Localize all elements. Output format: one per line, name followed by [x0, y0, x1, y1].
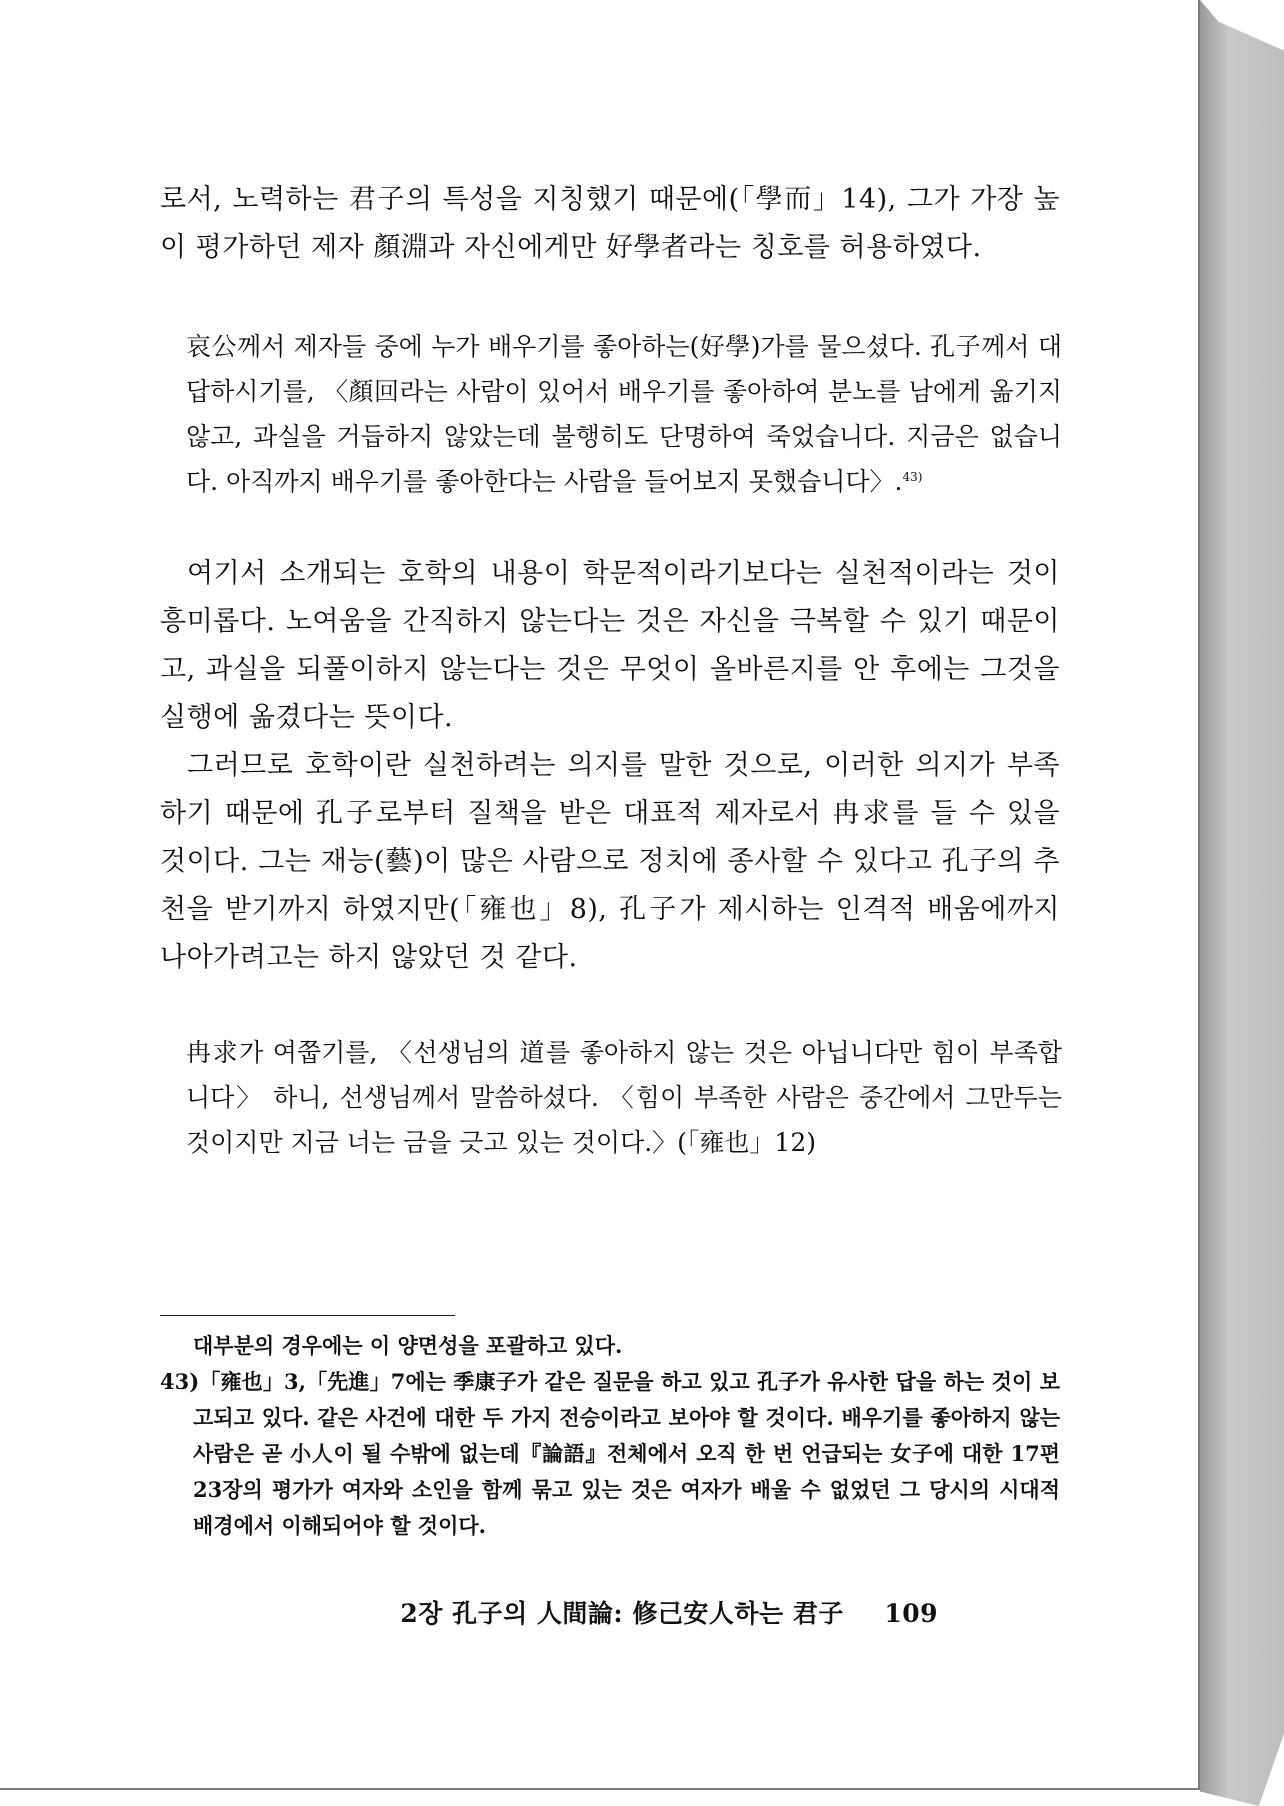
quote-1-text: 哀公께서 제자들 중에 누가 배우기를 좋아하는(好學)가를 물으셨다. 孔子께서 대답하시기를, 〈顏回라는 사람이 있어서 배우기를 좋아하여 분노를 남에게 옮기지 않고, 과실을 거듭하지 않았는데 불행히도 단명하여 죽었습니다. 지금은 없습니다. 아직까지 배우기를 좋아한다는 사람을 들어보지 못했습니다〉.	[186, 332, 1062, 496]
footnote-divider	[160, 1315, 455, 1316]
footnote-43: 43)「雍也」3,「先進」7에는 季康子가 같은 질문을 하고 있고 孔子가 유사한 답을 하는 것이 보고되고 있다. 같은 사건에 대한 두 가지 전승이라고 보아야 할 것이다. 배우기를 좋아하지 않는 사람은 곧 小人이 될 수밖에 없는데『論語』전체에서 오직 한 번 언급되는 女子에 대한 17편 23장의 평가가 여자와 소인을 함께 묶고 있는 것은 여자가 배울 수 없었던 그 당시의 시대적 배경에서 이해되어야 할 것이다.	[160, 1369, 1060, 1538]
quote-1	[186, 324, 1062, 504]
footnote-ref-43[interactable]: 43)	[902, 470, 923, 484]
footnotes-block	[160, 1328, 1060, 1544]
running-footer	[400, 1594, 938, 1630]
paragraph-1: 로서, 노력하는 君子의 특성을 지칭했기 때문에(「學而」14), 그가 가장 높이 평가하던 제자 顏淵과 자신에게만 好學者라는 칭호를 허용하였다.	[160, 184, 1060, 263]
quote-1-block	[186, 324, 1062, 504]
paragraph-2-block	[160, 550, 1060, 982]
quote-2: 冉求가 여쭙기를, 〈선생님의 道를 좋아하지 않는 것은 아닙니다만 힘이 부족합니다〉 하니, 선생님께서 말씀하셨다. 〈힘이 부족한 사람은 중간에서 그만두는 것이지만 지금 너는 금을 긋고 있는 것이다.〉(「雍也」12)	[186, 1038, 1062, 1157]
paragraph-1-block	[160, 176, 1060, 272]
chapter-title: 2장 孔子의 人間論: 修己安人하는 君子	[400, 1599, 844, 1628]
quote-2-block	[186, 1030, 1062, 1165]
page-number: 109	[884, 1599, 938, 1628]
book-spine-edge	[1200, 0, 1284, 1806]
footnote-continued: 대부분의 경우에는 이 양면성을 포괄하고 있다.	[193, 1333, 623, 1358]
paragraph-2: 여기서 소개되는 호학의 내용이 학문적이라기보다는 실천적이라는 것이 흥미롭다. 노여움을 간직하지 않는다는 것은 자신을 극복할 수 있기 때문이고, 과실을 되풀이하지 않는다는 것은 무엇이 올바른지를 안 후에는 그것을 실행에 옮겼다는 뜻이다.	[160, 558, 1060, 733]
paragraph-3: 그러므로 호학이란 실천하려는 의지를 말한 것으로, 이러한 의지가 부족하기 때문에 孔子로부터 질책을 받은 대표적 제자로서 冉求를 들 수 있을 것이다. 그는 재능(藝)이 많은 사람으로 정치에 종사할 수 있다고 孔子의 추천을 받기까지 하였지만(「雍也」8), 孔子가 제시하는 인격적 배움에까지 나아가려고는 하지 않았던 것 같다.	[160, 750, 1060, 973]
